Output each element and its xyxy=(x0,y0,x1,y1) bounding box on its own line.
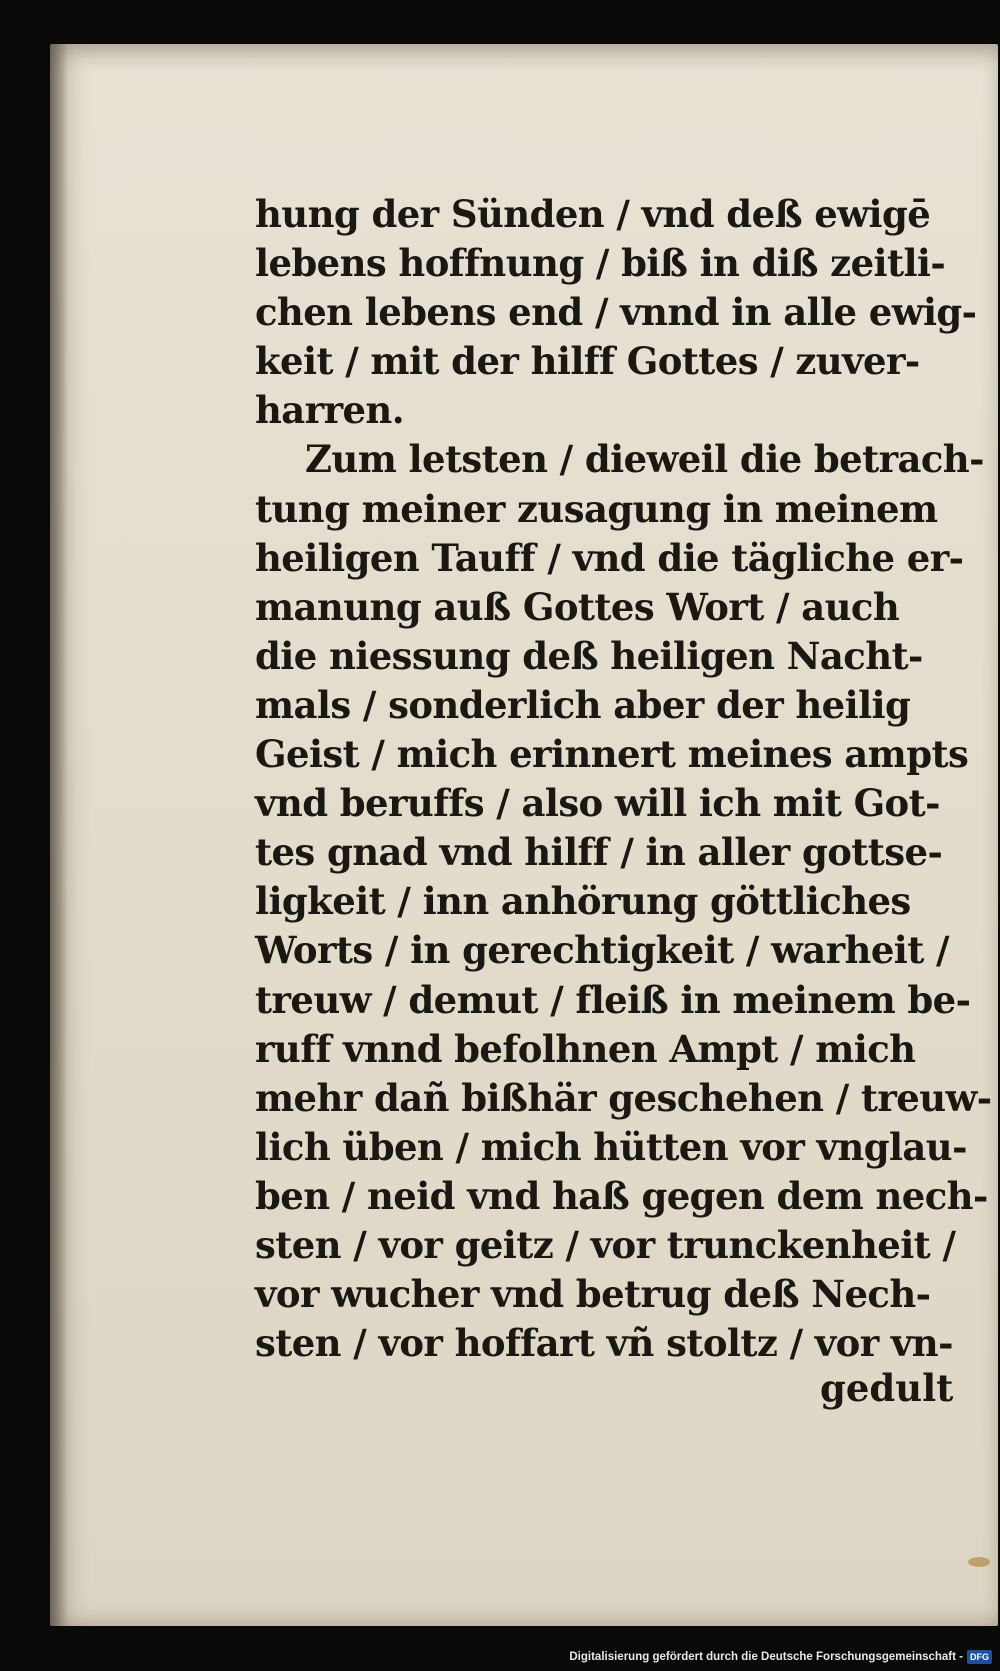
text-line: manung auß Gottes Wort / auch xyxy=(255,584,900,629)
dfg-logo-icon: DFG xyxy=(967,1650,992,1664)
page-gutter-shadow xyxy=(50,44,68,1626)
text-line: mehr dañ bißhär geschehen / treuw- xyxy=(255,1075,992,1120)
text-line: harren. xyxy=(255,388,404,433)
text-line: sten / vor hoffart vñ stoltz / vor vn- xyxy=(255,1321,953,1366)
text-line: Worts / in gerechtigkeit / warheit / xyxy=(255,928,949,973)
text-line: keit / mit der hilff Gottes / zuver- xyxy=(255,339,920,384)
text-line: heiligen Tauff / vnd die tägliche er- xyxy=(255,535,964,580)
text-line: tes gnad vnd hilff / in aller gottse- xyxy=(255,830,943,875)
text-line: sten / vor geitz / vor trunckenheit / xyxy=(255,1222,956,1267)
text-line: mals / sonderlich aber der heilig xyxy=(255,682,911,727)
text-line: chen lebens end / vnnd in alle ewig- xyxy=(255,290,977,335)
text-line: treuw / demut / fleiß in meinem be- xyxy=(255,977,971,1022)
paper-stain xyxy=(968,1557,990,1567)
text-line-paragraph-start: Zum letsten / dieweil die betrach- xyxy=(305,437,984,482)
text-line: lich üben / mich hütten vor vnglau- xyxy=(255,1124,967,1169)
text-line: vnd beruffs / also will ich mit Got- xyxy=(255,781,940,826)
text-line: vor wucher vnd betrug deß Nech- xyxy=(255,1272,931,1317)
text-line: ben / neid vnd haß gegen dem nech- xyxy=(255,1173,988,1218)
text-line: die niessung deß heiligen Nacht- xyxy=(255,633,923,678)
text-line: Geist / mich erinnert meines ampts xyxy=(255,732,969,777)
credit-text: Digitalisierung gefördert durch die Deutsche Forschungsgemeinschaft - xyxy=(569,1651,963,1663)
text-line: lebens hoffnung / biß in diß zeitli- xyxy=(255,241,946,286)
text-line: tung meiner zusagung in meinem xyxy=(255,486,938,531)
page-text-block xyxy=(255,190,992,1368)
digitization-credit xyxy=(569,1647,992,1667)
text-line: hung der Sünden / vnd deß ewigē xyxy=(255,192,931,236)
text-line: ruff vnnd befolhnen Ampt / mich xyxy=(255,1026,916,1071)
text-line: ligkeit / inn anhörung göttliches xyxy=(255,879,911,924)
catchword: gedult xyxy=(820,1366,954,1410)
